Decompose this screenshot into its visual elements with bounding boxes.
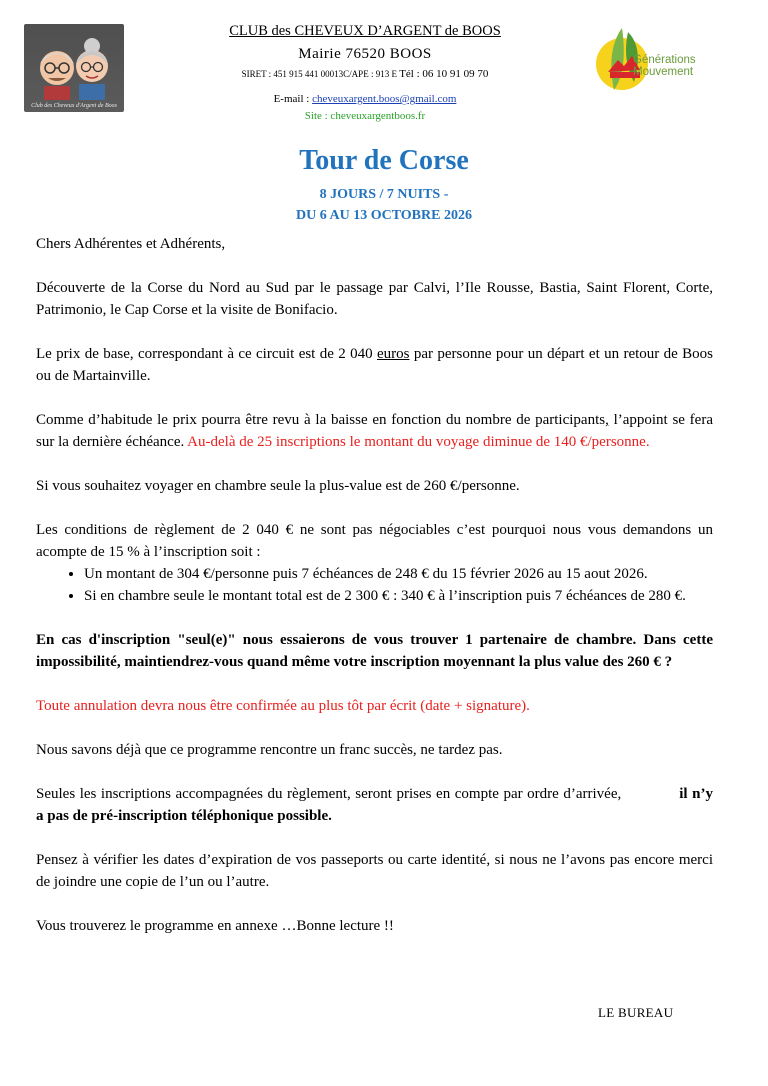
paragraph-success: Nous savons déjà que ce programme rencontre un franc succès, ne tardez pas. [36,742,503,758]
paragraph-program: Vous trouverez le programme en annexe …Bonne lecture !! [36,918,394,934]
no-phone-preregistration: il n’y a pas de pré-inscription téléphonique possible. [36,786,713,824]
page-title: Tour de Corse [299,145,469,176]
club-siret-line [130,68,600,80]
paragraph-registration [36,783,713,827]
price-text-before: Le prix de base, correspondant à ce circuit est de 2 040 [36,346,377,362]
signature: LE BUREAU [598,1005,674,1020]
letter-body [36,233,713,937]
subtitle-duration: 8 JOURS / 7 NUITS - [319,187,449,202]
paragraph-passports: Pensez à vérifier les dates d’expiration de vos passeports ou carte identité, si nous ne l’avons pas encore merci de joindre une copie de l’un ou l’autre. [36,852,713,890]
paragraph-itinerary: Découverte de la Corse du Nord au Sud par le passage par Calvi, l’Ile Rousse, Bastia, Saint Florent, Corte, Patrimonio, le Cap Corse et la visite de Bonifacio. [36,280,713,318]
logo-text-line2: Mouvement [633,66,694,78]
registration-text: Seules les inscriptions accompagnées du règlement, seront prises en compte par ordre d’arrivée, [36,786,622,802]
subtitle-dates: DU 6 AU 13 OCTOBRE 2026 [296,208,472,223]
email-line [130,93,600,105]
paragraph-price-revision [36,409,713,453]
club-address: Mairie 76520 BOOS [298,46,432,62]
grandparents-illustration [24,24,124,104]
paragraph-payment-conditions: Les conditions de règlement de 2 040 € ne sont pas négociables c’est pourquoi nous vous demandons un acompte de 15 % à l’inscription soit : [36,522,713,560]
phone: Tél : 06 10 91 09 70 [399,68,489,80]
greeting: Chers Adhérentes et Adhérents, [36,236,226,252]
club-logo [24,24,124,112]
list-item: • Un montant de 304 €/personne puis 7 échéances de 248 € du 15 février 2026 au 15 aout 2026. [84,563,713,585]
siret: SIRET : 451 915 441 00013C/APE : 913 E [241,69,397,79]
paragraph-roommate: En cas d'inscription "seul(e)" nous essaierons de vous trouver 1 partenaire de chambre. Dans cette impossibilité, maintiendrez-vous quand même votre inscription moyennant la plus value des 260 € ? [36,632,713,670]
paragraph-price [36,343,713,387]
generations-mouvement-text [633,54,696,78]
revision-text2: l’appoint se fera sur la dernière échéance. [36,412,713,450]
email-link[interactable]: cheveuxargent.boos@gmail.com [312,93,457,105]
price-text-after: par personne pour un départ et un retour de Boos ou de Martainville. [36,346,713,384]
price-currency: euros [376,346,410,362]
revision-text1: Comme d’habitude le prix pourra être revu à la baisse en fonction du nombre de participants [36,412,606,428]
logo-text-line1: Générations [633,54,696,66]
list-item: • Si en chambre seule le montant total est de 2 300 € : 340 € à l’inscription puis 7 échéances de 280 €. [84,585,713,607]
revision-comma: , [605,412,609,428]
website-link[interactable]: Site : cheveuxargentboos.fr [304,110,426,122]
discount-notice: Au-delà de 25 inscriptions le montant du voyage diminue de 140 €/personne. [187,434,650,450]
paragraph-cancellation: Toute annulation devra nous être confirmée au plus tôt par écrit (date + signature). [36,698,530,714]
paragraph-single-room: Si vous souhaitez voyager en chambre seule la plus-value est de 260 €/personne. [36,478,520,494]
email-label: E-mail : [273,93,313,105]
club-logo-caption: Club des Cheveux d'Argent de Boos [31,103,117,109]
generations-mouvement-logo [588,20,718,102]
payment-list [36,563,713,607]
club-name: CLUB des CHEVEUX D’ARGENT de BOOS [229,23,501,39]
